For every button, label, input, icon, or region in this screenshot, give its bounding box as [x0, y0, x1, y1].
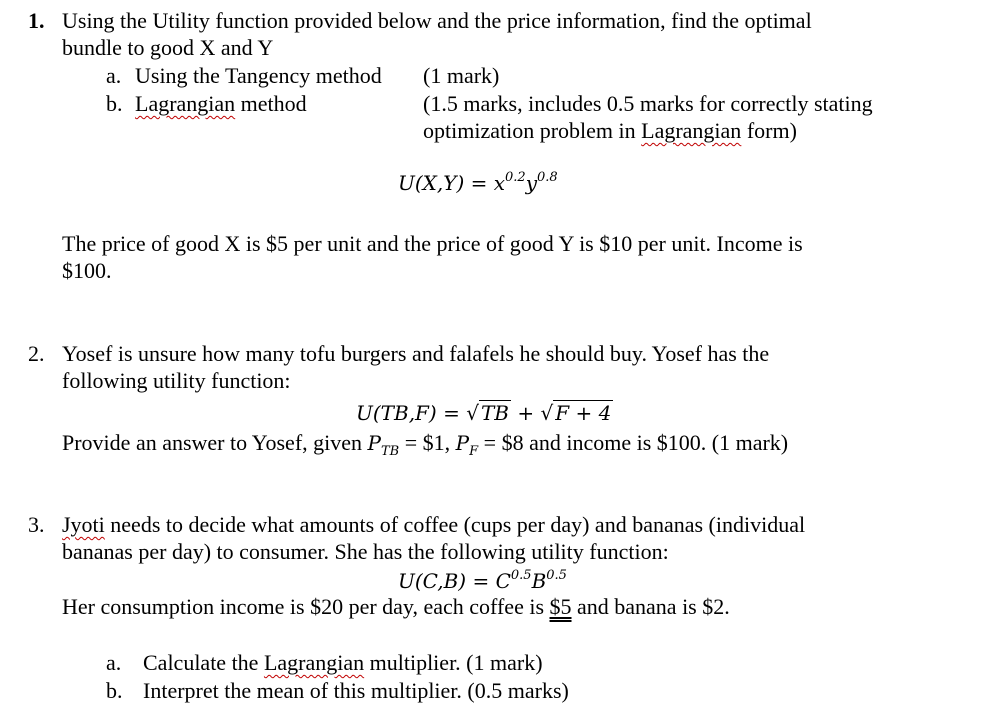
q1-text-line1: Using the Utility function provided below and the price information, find the optimal: [62, 8, 812, 33]
q2-text-line1: Yosef is unsure how many tofu burgers and falafels he should buy. Yosef has the: [62, 341, 770, 366]
q2-price-f: $P_F$: [455, 431, 479, 459]
q1-utility-function: $U(X,Y) = x^{0.2}y^{0.8}$: [398, 170, 558, 195]
q1-text-line2: bundle to good X and Y: [62, 35, 274, 60]
q3b-text: Interpret the mean of this multiplier. (0.5 marks): [143, 678, 569, 703]
q3-income-line: Her consumption income is $20 per day, each coffee is $5 and banana is $2.: [62, 594, 730, 619]
q3-text-line2: bananas per day) to consumer. She has the following utility function:: [62, 539, 669, 564]
q1b-marks-lagrangian-word: Lagrangian: [641, 118, 742, 143]
q1a-marks: (1 mark): [423, 63, 500, 88]
q1b-text: Lagrangian method: [135, 91, 307, 116]
q3b-label: b.: [106, 678, 123, 703]
q1a-text: Using the Tangency method: [135, 63, 382, 88]
q3-jyoti-word: Jyoti: [62, 512, 105, 537]
q1-price-line2: $100.: [62, 258, 112, 283]
q1-price-line1: The price of good X is $5 per unit and the price of good Y is $10 per unit. Income is: [62, 231, 803, 256]
q2-number: 2.: [28, 341, 45, 366]
q3-number: 3.: [28, 512, 45, 537]
q2-text-line2: following utility function:: [62, 368, 291, 393]
q1b-label: b.: [106, 91, 123, 116]
q3a-text: Calculate the Lagrangian multiplier. (1 mark): [143, 650, 543, 675]
q2-price-tb: $P_{TB}$: [367, 431, 400, 459]
q3a-lagrangian-word: Lagrangian: [263, 650, 365, 675]
q2-answer-line: Provide an answer to Yosef, given $P_{TB}$ = $1, $P_F$ = $8 and income is $100. (1 mark): [62, 430, 789, 459]
q3-text-line1: Jyoti needs to decide what amounts of coffee (cups per day) and bananas (individual: [62, 512, 806, 537]
q1-number: 1.: [28, 8, 45, 33]
q1b-lagrangian-word: Lagrangian: [135, 91, 236, 116]
q1b-marks-line1: (1.5 marks, includes 0.5 marks for correctly stating: [423, 91, 873, 116]
q2-utility-function: U(TB,F) = √ TB + √ F + 4: [356, 401, 612, 425]
q3-utility-function: $U(C,B) = C^{0.5}B^{0.5}$: [398, 568, 567, 593]
q1b-marks-line2: optimization problem in Lagrangian form): [423, 118, 797, 143]
q1a-label: a.: [106, 63, 122, 88]
q3a-label: a.: [106, 650, 122, 675]
q3-coffee-price: $5: [549, 594, 572, 619]
